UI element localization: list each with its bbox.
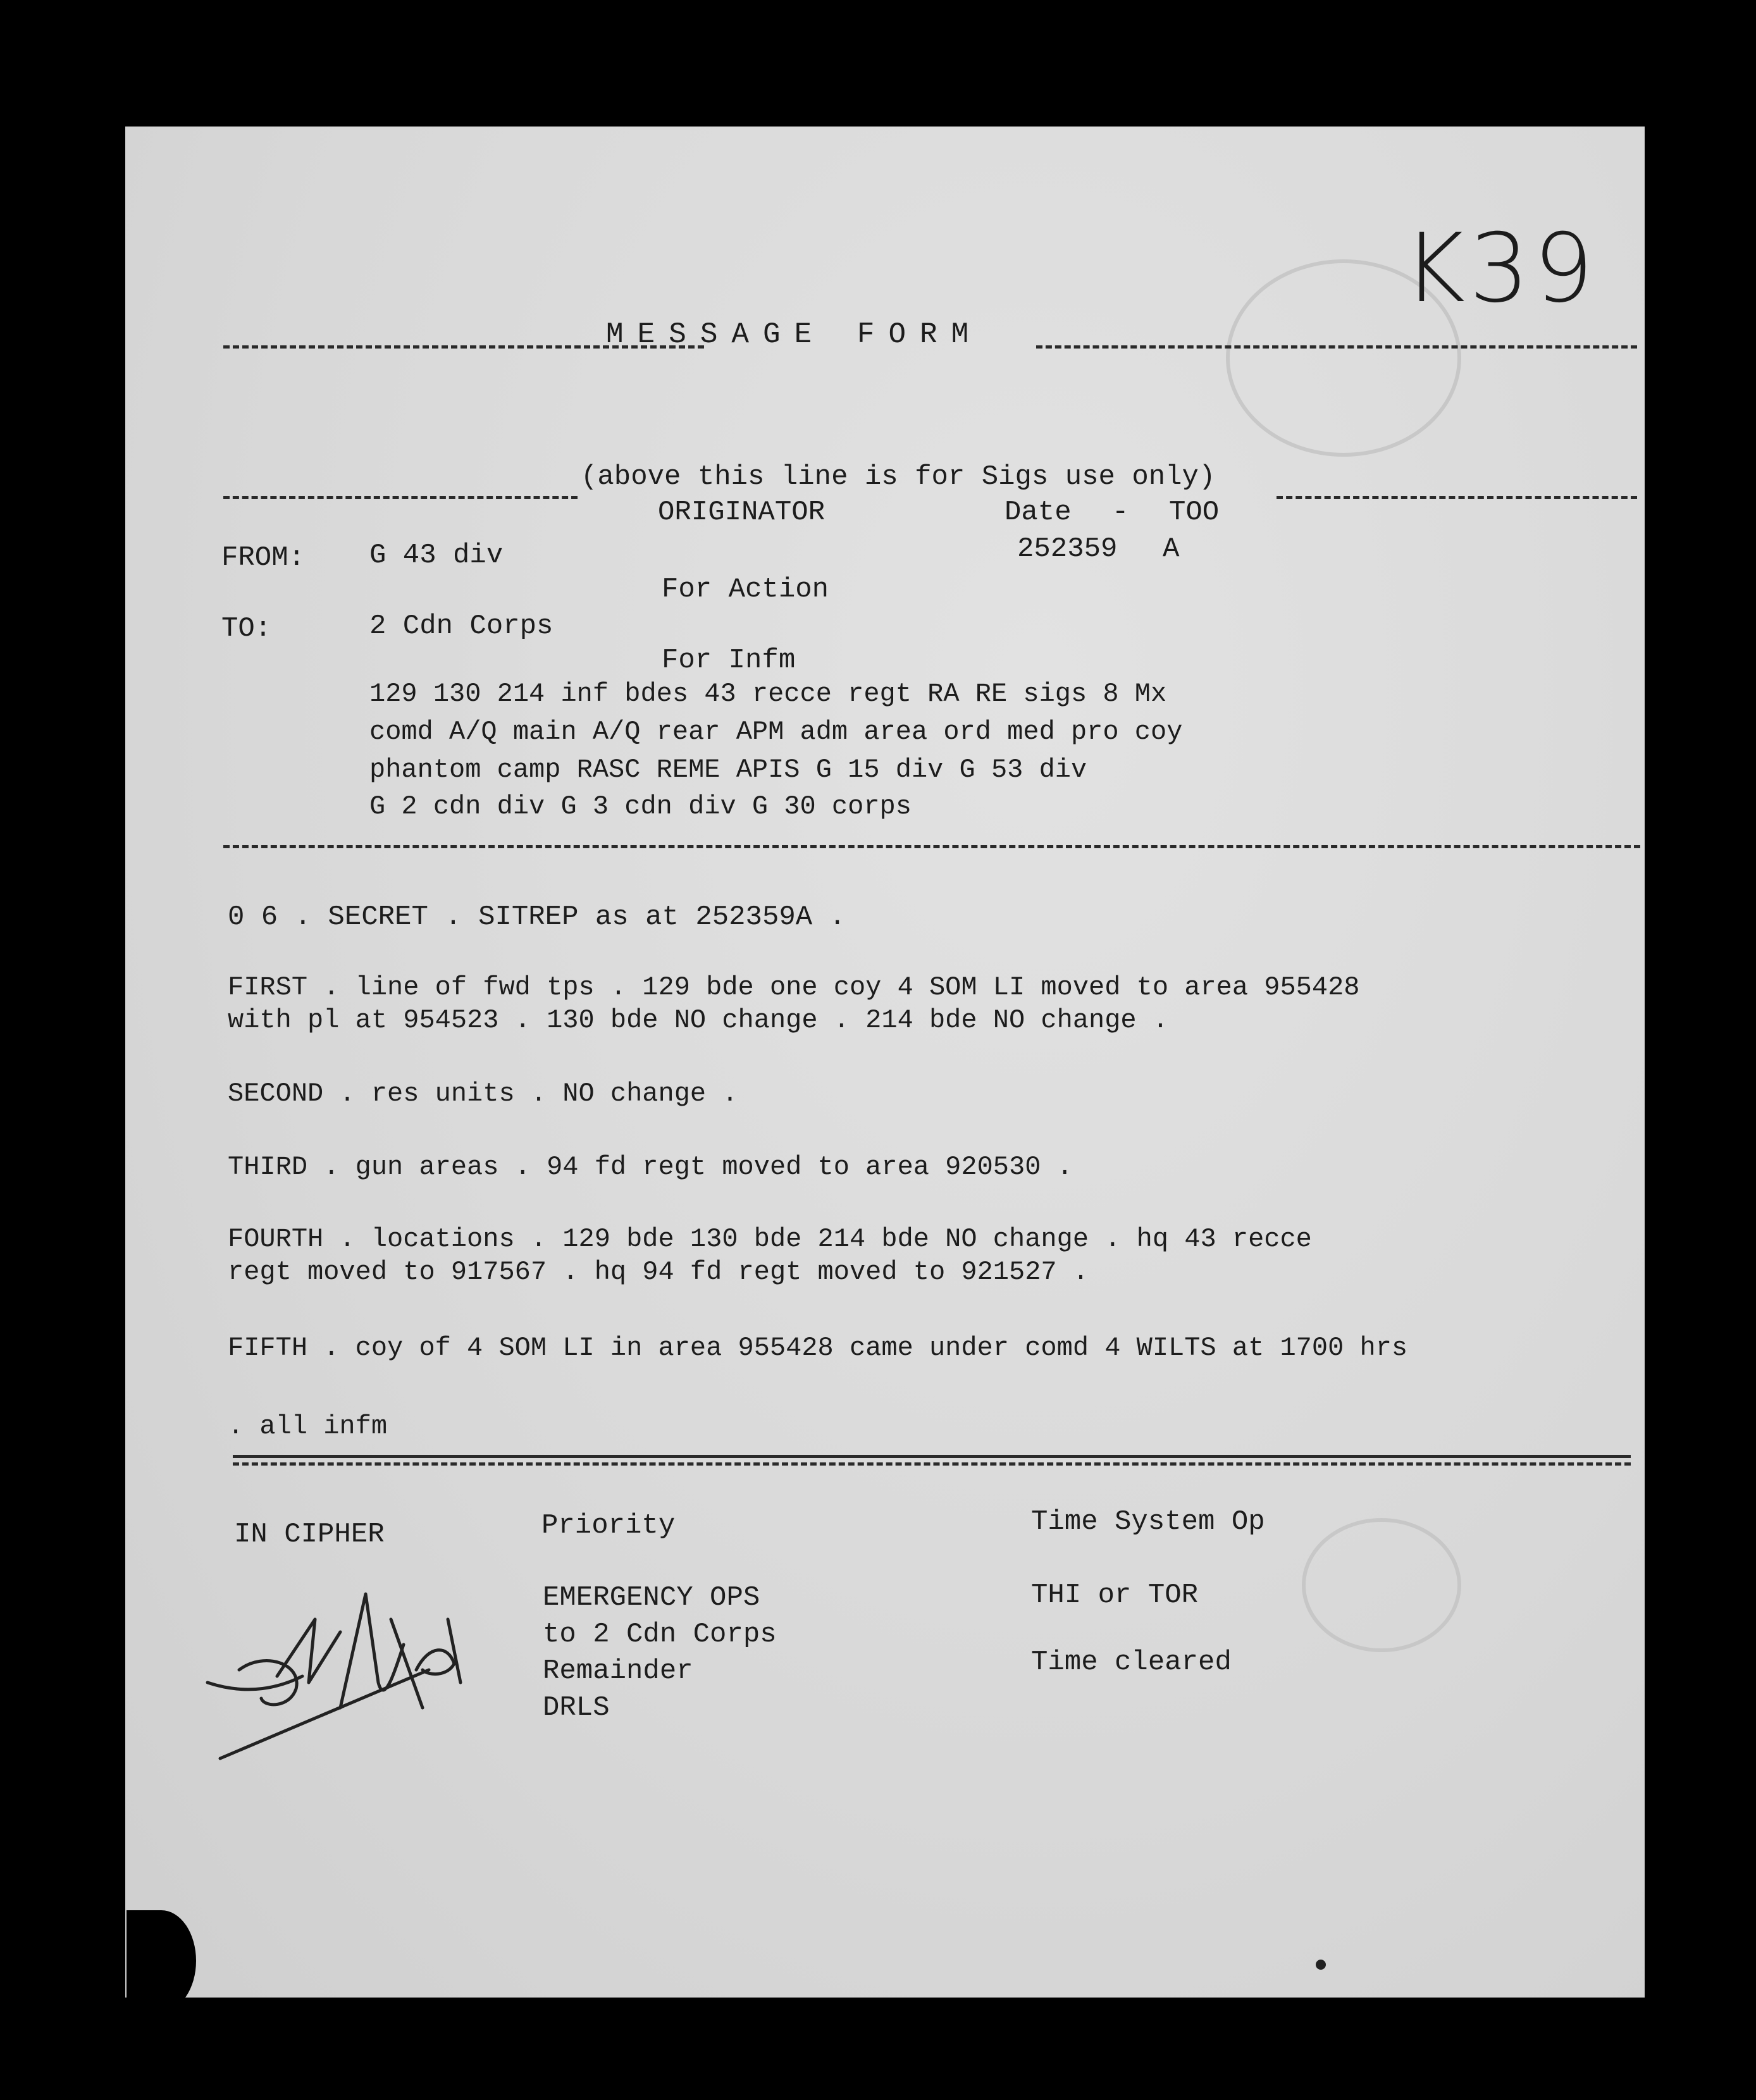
sigs-rule-right bbox=[1277, 496, 1637, 499]
priority-line-3: Remainder bbox=[543, 1655, 693, 1687]
message-line-6: regt moved to 917567 . hq 94 fd regt moved to 921527 . bbox=[228, 1257, 1089, 1287]
priority-label: Priority bbox=[541, 1510, 676, 1541]
thi-tor: THI or TOR bbox=[1031, 1579, 1199, 1611]
header-rule-right bbox=[1036, 345, 1637, 349]
sigs-use-line: (above this line is for Sigs use only) bbox=[581, 461, 1216, 493]
infm-line-2: comd A/Q main A/Q rear APM adm area ord med pro coy bbox=[369, 717, 1183, 747]
priority-line-2: to 2 Cdn Corps bbox=[543, 1619, 777, 1650]
message-form-sheet bbox=[125, 127, 1645, 1998]
infm-line-3: phantom camp RASC REME APIS G 15 div G 53 div bbox=[369, 755, 1087, 785]
message-heading: 0 6 . SECRET . SITREP as at 252359A . bbox=[228, 901, 846, 933]
message-line-1: FIRST . line of fwd tps . 129 bde one coy 4 SOM LI moved to area 955428 bbox=[228, 972, 1360, 1003]
sigs-rule-left bbox=[223, 496, 578, 499]
message-line-8: . all infm bbox=[228, 1411, 388, 1442]
message-rule-top bbox=[233, 1455, 1631, 1458]
ink-dot bbox=[1316, 1960, 1326, 1970]
corner-damage bbox=[127, 1910, 196, 2011]
to-value: 2 Cdn Corps bbox=[369, 610, 553, 642]
in-cipher-label: IN CIPHER bbox=[234, 1519, 385, 1550]
message-rule-bottom bbox=[233, 1462, 1631, 1466]
message-line-7: FIFTH . coy of 4 SOM LI in area 955428 came under comd 4 WILTS at 1700 hrs bbox=[228, 1333, 1408, 1363]
faded-stamp-lower bbox=[1302, 1518, 1461, 1652]
address-rule bbox=[223, 845, 1640, 848]
priority-line-1: EMERGENCY OPS bbox=[543, 1582, 760, 1614]
message-line-3: SECOND . res units . NO change . bbox=[228, 1078, 738, 1109]
too-label: TOO bbox=[1169, 497, 1220, 528]
date-suffix: A bbox=[1163, 533, 1180, 565]
priority-line-4: DRLS bbox=[543, 1692, 610, 1724]
form-header: MESSAGE FORM bbox=[606, 318, 983, 351]
from-label: FROM: bbox=[221, 542, 306, 574]
handwritten-signature bbox=[151, 1518, 505, 1771]
from-value: G 43 div bbox=[369, 540, 504, 571]
message-line-5: FOURTH . locations . 129 bde 130 bde 214 bde NO change . hq 43 recce bbox=[228, 1224, 1312, 1254]
originator-label: ORIGINATOR bbox=[658, 497, 825, 528]
message-line-4: THIRD . gun areas . 94 fd regt moved to area 920530 . bbox=[228, 1152, 1073, 1182]
for-action-label: For Action bbox=[662, 574, 829, 605]
infm-line-4: G 2 cdn div G 3 cdn div G 30 corps bbox=[369, 791, 912, 822]
for-infm-label: For Infm bbox=[662, 645, 796, 676]
date-value: 252359 bbox=[1017, 533, 1118, 565]
date-label: Date bbox=[1005, 497, 1072, 528]
message-line-2: with pl at 954523 . 130 bde NO change . 214 bde NO change . bbox=[228, 1005, 1169, 1035]
date-dash: - bbox=[1112, 497, 1129, 528]
file-reference: K39 bbox=[1403, 214, 1598, 324]
to-label: TO: bbox=[221, 613, 272, 645]
time-cleared: Time cleared bbox=[1031, 1646, 1232, 1678]
time-system-op: Time System Op bbox=[1031, 1506, 1265, 1538]
infm-line-1: 129 130 214 inf bdes 43 recce regt RA RE sigs 8 Mx bbox=[369, 679, 1167, 709]
